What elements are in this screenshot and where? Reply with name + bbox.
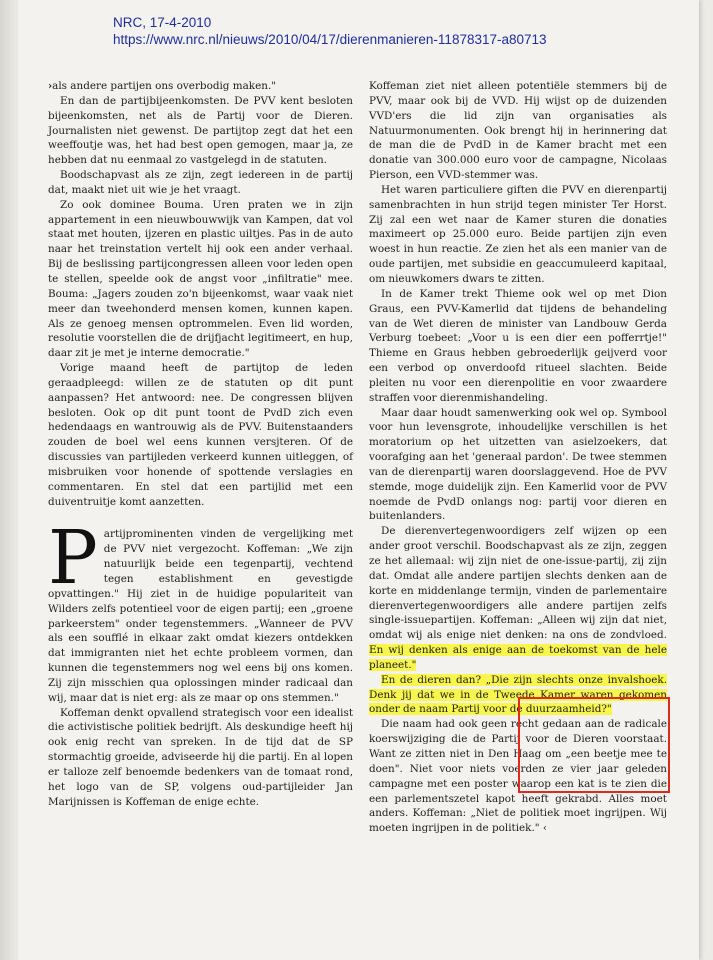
paragraph xyxy=(369,524,667,672)
source-url[interactable]: https://www.nrc.nl/nieuws/2010/04/17/dierenmanieren-11878317-a80713 xyxy=(113,32,547,47)
right-column xyxy=(369,79,667,836)
paragraph: Zo ook dominee Bouma. Uren praten we in zijn appartement in een nieuwbouwwijk van Kampen, dat vol staat met houten, ijzeren en plastic uiltjes. Pas in de auto naar het treinstation vertelt hij ook een ander verhaal. Bij de beslissing partijcongressen alleen voor leden open te stellen, speelde ook de angst voor „infiltratie" mee. Bouma: „Jagers zouden zo'n bijeenkomst, waar vaak niet meer dan tweehonderd mensen komen, kunnen kapen. Als ze genoeg mensen optrommelen. Even lid worden, resolutie voorstellen die de drijfjacht legitimeert, en hup, daar zit je met je interne democratie." xyxy=(48,198,353,360)
source-label: NRC, 17-4-2010 xyxy=(113,15,212,30)
dropcap-paragraph xyxy=(48,515,353,705)
paragraph: › als andere partijen ons overbodig maken." xyxy=(48,79,353,94)
scan-fold-shadow xyxy=(0,0,18,960)
dropcap-letter: P xyxy=(48,515,98,602)
paragraph: Boodschapvast als ze zijn, zegt iedereen in de partij dat, maakt niet uit wie je het vraagt. xyxy=(48,169,353,196)
paragraph: Maar daar houdt samenwerking ook wel op. Symbool voor hun levensgrote, inhoudelijke verschillen is het moratorium op het uitzetten van asielzoekers, dat voorafging aan het 'generaal pardon'. De twee stemmen van de dierenpartij waren doorslaggevend. Hoe de PVV stemde, moge duidelijk zijn. Een Kamerlid voor de PVV noemde de PvdD onlangs nog: partij voor dieren en buitenlanders. xyxy=(369,406,667,523)
paragraph: En dan de partijbijeenkomsten. De PVV kent besloten bijeenkomsten, net als de Partij voor de Dieren. Journalisten niet gewenst. De partijtop zegt dat het een weeffoutje was, het had best open gemogen, maar ja, ze hebben dat nu eenmaal zo vastgelegd in de statuten. xyxy=(48,94,353,167)
paragraph: In de Kamer trekt Thieme ook wel op met Dion Graus, een PVV-Kamerlid dat tijdens de behandeling van de Wet dieren de minister van Landbouw Gerda Verburg toebeet: „Voor u is een dier een pofferrtje!" Thieme en Graus hebben gebroederlijk geijverd voor een verbod op onverdoofd ritueel slachten. Beide pleiten nu voor een dierenpolitie en voor zwaardere straffen voor dierenmishandeling. xyxy=(369,287,667,404)
source-header xyxy=(113,14,547,48)
paragraph: Die naam had ook geen recht gedaan aan de radicale koerswijziging die de Partij voor de Dieren voorstaat. Want ze zitten niet in Den Haag om „een beetje mee te doen". Niet voor niets voerden ze vier jaar geleden campagne met een poster waarop een kat is te zien die een parlementszetel kapot heeft gekrabd. Alles moet anders. Koffeman: „Niet de politiek moet ingrijpen. Wij moeten ingrijpen in de politiek." ‹ xyxy=(369,718,667,835)
paragraph-text: artijprominenten vinden de vergelijking met de PVV niet vergezocht. Koffeman: „We zijn natuurlijk beide een tegenpartij, vechtend tegen establishment en gevestigde opvattingen." Hij ziet in de huidige populariteit van Wilders zelfs potentieel voor de eigen partij; een „groene parkeerstem" onder tegenstemmers. „Wanneer de PVV als een soufflé in elkaar zakt omdat kiezers ontdekken dat immigranten niet het echte probleem vormen, dan kunnen die tegenstemmers nog wel eens bij ons komen. Zij zijn misschien qua oplossingen minder radicaal dan wij, maar dat is niet erg: als ze maar op ons stemmen." xyxy=(48,528,353,704)
left-column xyxy=(48,79,353,810)
paragraph xyxy=(369,673,667,718)
paragraph: Vorige maand heeft de partijtop de leden geraadpleegd: willen ze de statuten op dit punt aanpassen? Het antwoord: nee. De congressen blijven besloten. Ook op dit punt toont de PvdD zich even hedendaags en wantrouwig als de PVV. Buitenstaanders zouden de boel wel eens kunnen versjteren. Of de discussies van partijleden verkeerd kunnen uitleggen, of misbruiken voor honende of spottende verslagies en commentaren. En stel dat een partijlid met een duiventruitje komt aanzetten. xyxy=(48,362,353,508)
paragraph: Het waren particuliere giften die PVV en dierenpartij samenbrachten in hun strijd tegen minister Ter Horst. Zij zal een wet naar de Kamer sturen die donaties maximeert op 25.000 euro. Beide partijen zijn even woest in hun reactie. Ze zien het als een manier van de oude partijen, met subsidie en geaccumuleerd kapitaal, om nieuwkomers dwars te zitten. xyxy=(369,183,667,285)
highlighted-quote: En wij denken als enige aan de toekomst van de hele planeet." xyxy=(369,644,667,671)
paragraph: Koffeman denkt opvallend strategisch voor een idealist die activistische politiek bedrijft. Als deskundige heeft hij ook enig recht van spreken. In de tijd dat de SP stormachtig groeide, adviseerde hij die partij. En al lopen er talloze zelf benoemde bedenkers van de tomaat rond, het logo van de SP, volgens oud-partijleider Jan Marijnissen is Koffeman de enige echte. xyxy=(48,706,353,808)
paragraph: Koffeman ziet niet alleen potentiële stemmers bij de PVV, maar ook bij de VVD. Hij wijst op de duizenden VVD'ers die lid zijn van organisaties als Natuurmonumenten. Ook brengt hij in herinnering dat de man die de PvdD in de Kamer bracht met een donatie van 300.000 euro voor de campagne, Nicolaas Pierson, een VVD-stemmer was. xyxy=(369,80,667,182)
paragraph-text: De dierenvertegenwoordigers zelf wijzen op een ander groot verschil. Boodschapvast als ze zijn, zeggen ze het allemaal: wij zijn niet de one-issue-partij, zij zijn dat. Omdat alle andere partijen slechts denken aan de korte en middenlange termijn, vinden de parlementaire dierenvertegenwoordigers alle andere partijen zelfs single-issuepartijen. Koffeman: „Alleen wij zijn dat niet, omdat wij als enige niet denken: na ons de zondvloed. xyxy=(369,525,667,642)
highlighted-quote: En de dieren dan? „Die zijn slechts onze invalshoek. Denk jij dat we in de Tweede Kamer waren gekomen onder de naam Partij voor de duurzaamheid?" xyxy=(369,673,667,716)
